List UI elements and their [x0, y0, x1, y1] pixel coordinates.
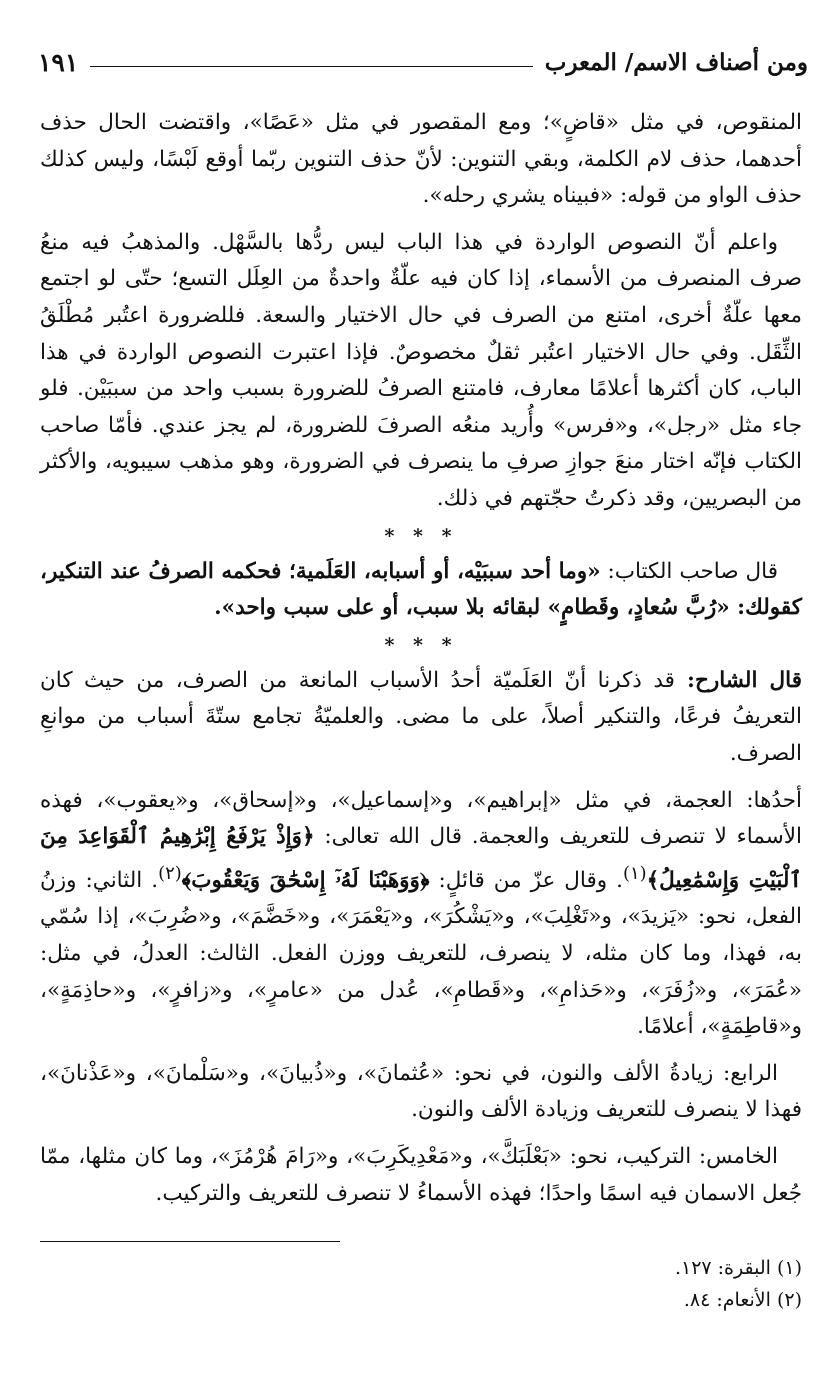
running-title: ومن أصناف الاسم/ المعرب [544, 48, 808, 76]
body-text [40, 105, 802, 1212]
paragraph-2: واعلم أنّ النصوص الواردة في هذا الباب ليس ردُّها بالسَّهْل. والمذهبُ فيه منعُ صرف المنصرف من الأسماء، إذا كان فيه علّةٌ واحدةٌ من العِلَل التسع؛ حتّى لو اجتمع معها علّةٌ أخرى، امتنع من الصرف في حال الاختيار والسعة. فللضرورة اعتُبر مُطْلَقُ الثِّقَل. وفي حال الاختيار اعتُبر ثقلٌ مخصوصٌ. فإذا اعتبرت النصوص الواردة في هذا الباب، كان أكثرها أعلامًا معارف، فامتنع الصرفُ للضرورة بسبب واحد من سببَيْن. فلو جاء مثل «رجل»، و«فرس» وأُريد منعُه الصرفَ للضرورة، لم يجز عندي. فأمّا صاحب الكتاب فإنّه اختار منعَ جوازِ صرفِ ما ينصرف في الضرورة، وهو مذهب سيبويه، والأكثر من البصريين، وقد ذكرتُ حجّتهم في ذلك. [40, 229, 802, 511]
first-cause-text-b: . وقال عزّ من قائلٍ: [429, 867, 623, 893]
sharh-label: قال الشارح: [674, 667, 803, 693]
quote-bold: «وما أحد سببَيْه، أو أسبابه، العَلَمية؛ فحكمه الصرفُ عند التنكير، كقولك: «رُبَّ سُعادٍ، وقَطامٍ» لبقائه بلا سبب، أو على سبب واحد». [40, 558, 802, 621]
paragraph-fourth-cause: الرابع: زيادةُ الألف والنون، في نحو: «عُثمانَ»، و«ذُبيانَ»، و«سَلْمانَ»، و«عَذْنانَ»، فهذا لا ينصرف للتعريف وزيادة الألف والنون. [40, 1060, 802, 1123]
quote-lead: قال صاحب الكتاب: [600, 558, 778, 584]
quote-paragraph [40, 554, 802, 627]
footnote-ref-1[interactable]: (١) [622, 862, 647, 884]
paragraph-fifth-cause: الخامس: التركيب، نحو: «بَعْلَبَكَّ»، و«مَعْدِيكَرِبَ»، و«رَامَ هُرْمُزَ»، وما كان مثلها، ممّا جُعل الاسمان فيه اسمًا واحدًا؛ فهذه الأسماءُ لا تنصرف للتعريف والتركيب. [40, 1144, 802, 1206]
footnote-ref-2[interactable]: (٢) [158, 862, 182, 884]
sharh-paragraph [40, 663, 802, 773]
paragraph-causes [40, 783, 802, 1046]
page-header [38, 42, 808, 82]
quran-verse-2: ﴿وَوَهَبْنَا لَهُۥٓ إِسْحَٰقَ وَيَعْقُوبَ﴾ [181, 867, 430, 893]
footnotes [40, 1252, 802, 1316]
footnote-2: (٢) الأنعام: ٨٤. [683, 1289, 802, 1311]
section-divider-stars: * * * [384, 524, 458, 547]
quran-verse-1: ﴿وَإِذْ يَرْفَعُ إِبْرَٰهِيمُ ٱلْقَوَاعِدَ مِنَ ٱلْبَيْتِ وَإِسْمَٰعِيلُ﴾ [40, 824, 802, 893]
section-divider-stars-2: * * * [384, 633, 458, 656]
footnote-1: (١) البقرة: ١٢٧. [674, 1257, 802, 1279]
sharh-text: قد ذكرنا أنّ العَلَميّة أحدُ الأسباب المانعة من الصرف، من حيث كان التعريفُ فرعًا، والتنكير أصلاً، على ما مضى. والعلميّةُ تجامع ستّةَ أسباب من موانعِ الصرف. [40, 667, 802, 766]
page-number: ١٩١ [38, 47, 79, 77]
footnote-separator [40, 1241, 340, 1242]
paragraph-1: المنقوص، في مثل «قاضٍ»؛ ومع المقصور في مثل «عَصًا»، واقتضت الحال حذف أحدهما، حذف لام الكلمة، وبقي التنوين: لأنّ حذف التنوين ربّما أوقع لَبْسًا، وليس كذلك حذف الواو من قوله: «فبيناه يشري رحله». [40, 110, 802, 209]
first-cause-text-a: أحدُها: العجمة، في مثل «إبراهيم»، و«إسماعيل»، و«إسحاق»، و«يعقوب»، فهذه الأسماء لا تنصرف للتعريف والعجمة. قال الله تعالى: [40, 787, 802, 850]
second-third-cause-text: . الثاني: وزنُ الفعل، نحو: «يَزيدَ»، و«تَغْلِبَ»، و«يَشْكُرَ»، و«يَعْمَرَ»، و«خَضَّمَ»، و«ضُرِبَ»، إذا سُمّي به، فهذا، وما كان مثله، لا ينصرف، للتعريف ووزن الفعل. الثالث: العدلُ، في مثل: «عُمَرَ»، و«زُفَرَ»، و«حَذامِ»، و«قَطامِ»، عُدل من «عامرٍ»، و«زافرٍ»، و«حاذِمَةٍ»، و«قاطِمَةٍ»، أعلامًا. [40, 867, 803, 1040]
header-rule [90, 66, 532, 67]
